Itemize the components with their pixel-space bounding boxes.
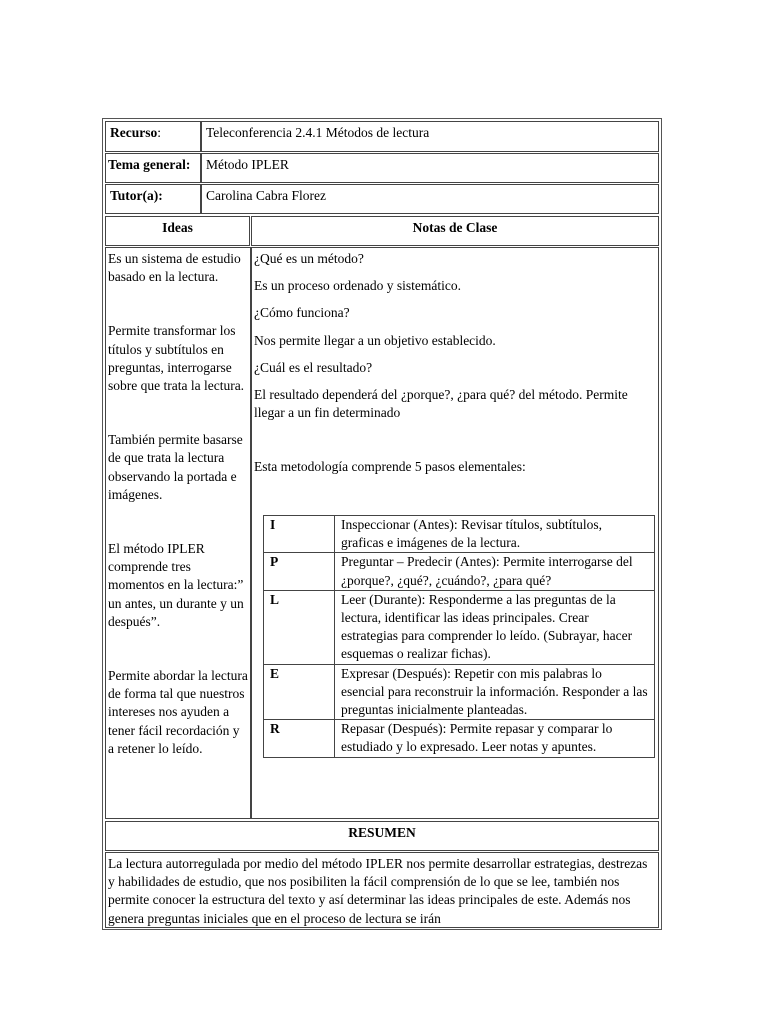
idea-paragraph: También permite basarse de que trata la lectura observando la portada e imágenes. bbox=[108, 432, 243, 502]
notas-header-cell bbox=[251, 216, 659, 246]
tutor-value: Carolina Cabra Florez bbox=[206, 188, 326, 203]
table-row bbox=[264, 553, 655, 590]
ideas-column bbox=[105, 247, 251, 819]
table-row bbox=[264, 664, 655, 720]
idea-paragraph: El método IPLER comprende tres momentos en la lectura:” un antes, un durante y un después”. bbox=[108, 541, 244, 629]
paso-letter: P bbox=[264, 553, 335, 590]
paso-description: Expresar (Después): Repetir con mis palabras lo esencial para reconstruir la información. Responder a las preguntas inicialmente planteadas. bbox=[335, 664, 655, 720]
nota-paragraph: ¿Qué es un método? bbox=[254, 251, 364, 266]
paso-letter: R bbox=[264, 720, 335, 757]
table-row bbox=[264, 590, 655, 664]
nota-paragraph: Es un proceso ordenado y sistemático. bbox=[254, 278, 461, 294]
nota-paragraph: Nos permite llegar a un objetivo establecido. bbox=[254, 332, 496, 348]
table-row bbox=[264, 516, 655, 553]
paso-description: Preguntar – Predecir (Antes): Permite interrogarse del ¿porque?, ¿qué?, ¿cuándo?, ¿para qué? bbox=[335, 553, 655, 590]
paso-description: Leer (Durante): Responderme a las preguntas de la lectura, identificar las ideas principales. Crear estrategias para comprender lo leído. (Subrayar, hacer esquemas o realizar fichas). bbox=[335, 590, 655, 664]
recurso-label: Recurso bbox=[110, 125, 158, 140]
resumen-title: RESUMEN bbox=[348, 825, 416, 840]
recurso-label-cell bbox=[105, 121, 201, 152]
idea-paragraph: Permite abordar la lectura de forma tal que nuestros intereses nos ayuden a tener fácil recordación y a retener lo leído. bbox=[108, 668, 248, 756]
tutor-label: Tutor(a): bbox=[110, 188, 163, 203]
notas-header: Notas de Clase bbox=[412, 220, 498, 235]
paso-description: Inspeccionar (Antes): Revisar títulos, subtítulos, graficas e imágenes de la lectura. bbox=[335, 516, 655, 553]
recurso-value: Teleconferencia 2.4.1 Métodos de lectura bbox=[206, 125, 430, 140]
ideas-header: Ideas bbox=[162, 220, 193, 235]
idea-paragraph: Es un sistema de estudio basado en la lectura. bbox=[108, 251, 241, 285]
ideas-header-cell bbox=[105, 216, 250, 246]
resumen-body-cell bbox=[105, 852, 659, 928]
tema-label: Tema general: bbox=[108, 157, 191, 172]
tema-value: Método IPLER bbox=[206, 157, 289, 172]
tema-value-cell bbox=[201, 153, 659, 183]
paso-letter: I bbox=[264, 516, 335, 553]
nota-paragraph: Esta metodología comprende 5 pasos elementales: bbox=[254, 459, 526, 475]
paso-letter: L bbox=[264, 590, 335, 664]
resumen-header-cell bbox=[105, 821, 659, 851]
tutor-value-cell bbox=[201, 184, 659, 214]
table-row bbox=[264, 720, 655, 757]
nota-paragraph: ¿Cómo funciona? bbox=[254, 305, 350, 321]
paso-description: Repasar (Después): Permite repasar y comparar lo estudiado y lo expresado. Leer notas y apuntes. bbox=[335, 720, 655, 757]
nota-paragraph: ¿Cuál es el resultado? bbox=[254, 359, 373, 375]
tema-label-cell bbox=[105, 153, 201, 183]
resumen-text: La lectura autorregulada por medio del método IPLER nos permite desarrollar estrategias, destrezas y habilidades de estudio, que nos posibiliten la fácil comprensión de lo que se lee, también nos permite conocer la estructura del texto y así determinar las ideas principales de este. Además nos genera preguntas iniciales que en el proceso de lectura se irán bbox=[108, 856, 648, 926]
pasos-table bbox=[263, 515, 655, 758]
nota-paragraph: El resultado dependerá del ¿porque?, ¿para qué? del método. Permite llegar a un fin determinado bbox=[254, 387, 628, 421]
recurso-label-colon: : bbox=[157, 125, 162, 140]
recurso-value-cell bbox=[201, 121, 659, 152]
idea-paragraph: Permite transformar los títulos y subtítulos en preguntas, interrogarse sobre que trata la lectura. bbox=[108, 323, 245, 394]
paso-letter: E bbox=[264, 664, 335, 720]
tutor-label-cell bbox=[105, 184, 201, 214]
